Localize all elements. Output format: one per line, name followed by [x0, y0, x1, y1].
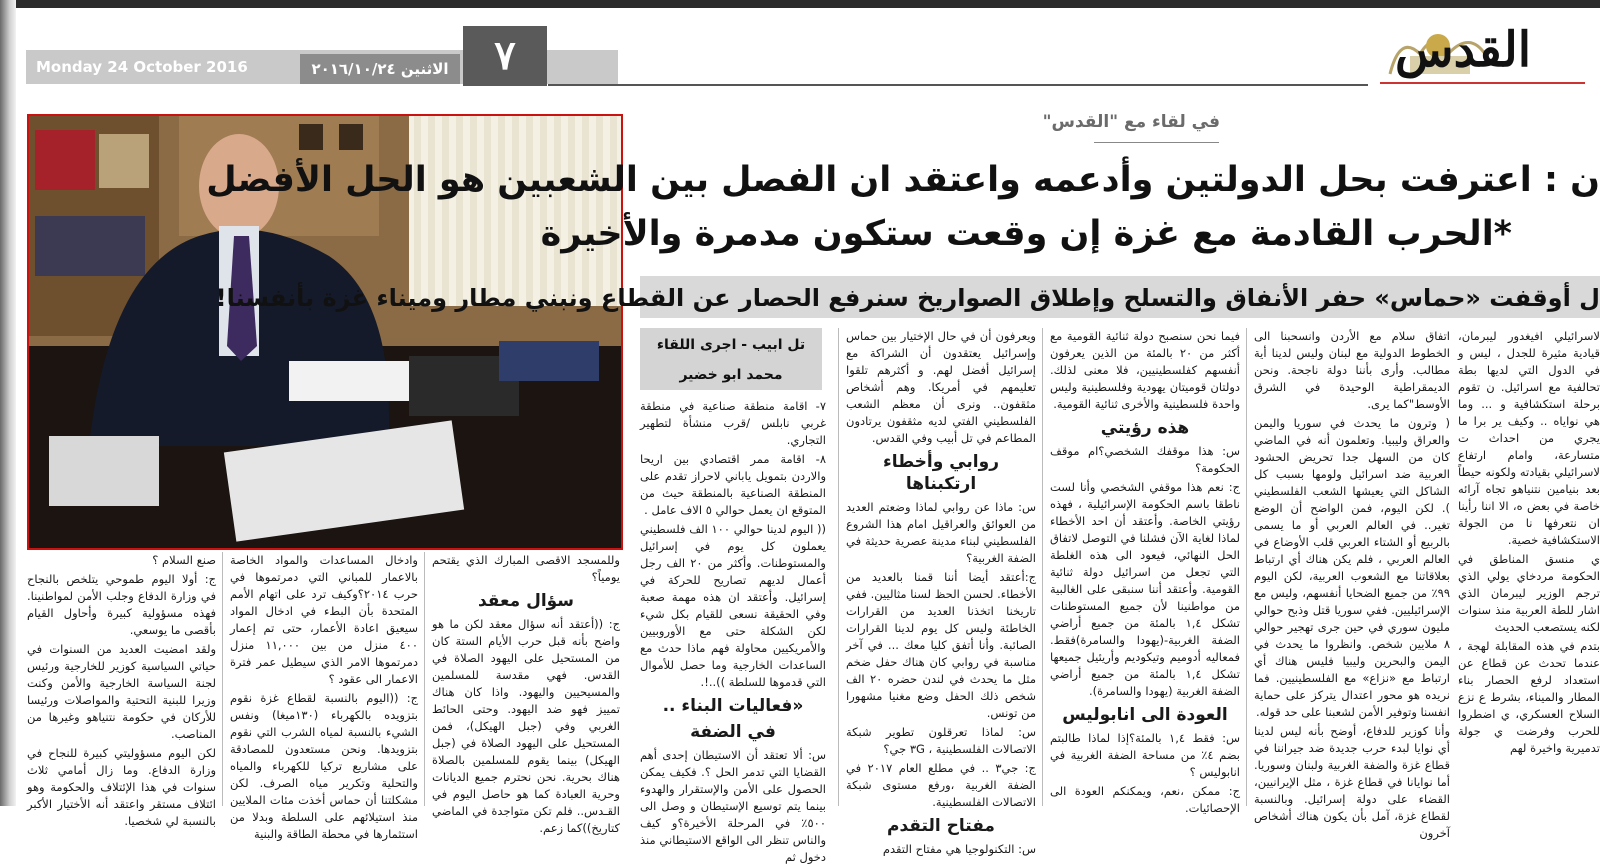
text-column-6 [432, 552, 620, 835]
paragraph: س: هذا موقفك الشخصي؟ام موقف الحكومة؟ [1050, 444, 1240, 475]
byline-box [640, 328, 822, 390]
paragraph: اتفاق سلام مع الأردن وانسحبنا الى الخطوط الدولية مع لبنان وليس لدينا أية مطالب. وأرى بأننا دولة ناجحة. ونحن الديمقراطية الوحيدة في الشرق الأوسط"كما يرى. [1254, 329, 1450, 411]
paragraph: س: ألا تعتقد أن الاستيطان إحدى أهم القضايا التي تدمر الحل ؟. فكيف يمكن الحصول على الأمن والإستقرار والهدوء بينما يتم توسيع الإستيطان و وصل الى ٥٠٠٪ في المرحلة الأخيرة؟و كيف والناس تنظر الى الواقع الاستيطاني منذ دخول ثم [640, 748, 826, 864]
byline-author: محمد ابو خضير [679, 367, 783, 383]
paragraph: ويعرفون أن في حال الإختيار بين حماس وإسرائيل يعتقدون أن الشراكة مع إسرائيل أفضل لهم. و أكثرهم تلقوا تعليمهم في أمريكا. وهم أشخاص مثقفون.. ونرى أن معظم الشعب الفلسطيني الفتي لديه مثقفون يرتادون المطاعم في تل أبيب وفي القدس. [846, 329, 1036, 445]
section-heading: هذه رؤيتي [1100, 418, 1190, 438]
section-heading: في الضفة [690, 722, 776, 742]
column-rule [838, 328, 839, 806]
section-heading: «فعاليات البناء .. [662, 696, 804, 716]
paragraph: لكن اليوم مسؤوليتي كبيرة للنجاح في وزارة الدفاع. وما زال أمامي ثلاث سنوات في هذا الإئتلاف والحكومة وهو ائتلاف مستقر واعتقد أنه الأختيار الأكبر بالنسبة لي شخصيا. [27, 746, 216, 828]
section-heading: مفتاح التقدم [887, 816, 995, 836]
paragraph: ج: ((اليوم بالنسبة لقطاع غزة نقوم بتزويده بالكهرباء (١٣٠ميغا) ونفس الشيء بالنسبة لمياه الشرب التي نقوم بتزويدها. ونحن مستعدون للمصادقة على مشاريع تركيا للكهرباء والمياه والتحلية وتكرير مياه الصرف. لكن مشكلتنا أن حماس أخذت مئات الملايين منذ استيلائهم على السلطة وبدلا من استثمارها في محطة الطاقة والبنية [230, 691, 418, 841]
paragraph: ج: ((أعتقد أنه سؤال معقد لكن ما هو واضح بأنه قبل حرب الأيام الستة كان من المستحيل على اليهود الصلاة في القدس. فهي مقدسة للمسلمين والمسيحيين واليهود. واذا كان هناك تمييز فهو ضد اليهود. وحتى الحائط الغربي وفي (جبل الهيكل)، فمن المستحيل على اليهود الصلاة في (جبل الهيكل) بينما يقوم للمسلمين بالصلاة هناك بحرية. نحن نحترم جميع الديانات وحرية العبادة كما هو حاصل اليوم في القـدس.. فلم تكن متواجدة في الماضي كتاريخ))كما زعم. [432, 617, 620, 835]
paragraph: وادخال المساعدات والمواد الخاصة بالاعمار للمباني التي دمرتموها في حرب ٢٠١٤؟وكيف ترد على اتهام الأمم المتحدة بأن البطء في ادخال المواد سيعيق اعادة الأعمار، حتى تم إعمار ٤٠٠ منزل من بين ١١,٠٠٠ منزل دمرتموها الامر الذي سيطيل عمر فترة الاعمار الى عقود ؟ [230, 553, 419, 686]
header-rule [548, 84, 1368, 86]
text-column-8 [27, 552, 216, 828]
section-heading: العودة الى انابوليس [1062, 705, 1228, 725]
date-english: Monday 24 October 2016 [36, 58, 248, 76]
paragraph: (( اليوم لدينا حوالي ١٠٠ الف فلسطيني يعملون كل يوم في إسرائيل والمستوطنات. وأكثر من ٢٠ الف رجل أعمال لديهم تصاريح للحركة في إسرائيل. وأعتقد ان هذه مهمة صعبة وفي الحقيقة نسعى للقيام بكل شيء لكن الشكلة حتى مع الأوروبيين والأمريكيين محاولة فهم ماذا حدث مع الساعدات الخارجية وما حصل للأموال التي قدموها للسلطة ))..!. [640, 522, 827, 689]
masthead-title: القدس [1395, 22, 1532, 78]
paragraph: ج: أولا اليوم طموحي يتلخص بالنجاح في وزارة الدفاع وجلب الأمن لمواطنينا. فهذه مسؤولية كبيرة وأحاول القيام بأقصى ما يوسعي. [27, 572, 216, 637]
page-edge-shadow [0, 0, 16, 806]
headline-main: ن : اعترفت بحل الدولتين وأدعمه واعتقد ان الفصل بين الشعبين هو الحل الأفضل [206, 160, 1600, 200]
text-column-1 [1458, 328, 1600, 806]
text-column-7 [230, 552, 419, 841]
paragraph: ولقد امضيت العديد من السنوات في حياتي السياسية كوزير للخارجية ورئيس لجنة السياسة الخارجية والأمن وكنت وزيرا للبنية التحتية والمواصلات ورئيسا للأركان في حكومة نتنياهو وغيرها من المناصب. [27, 642, 216, 741]
paragraph: صنع السلام ؟ [152, 553, 216, 567]
column-rule [1042, 328, 1043, 806]
paragraph: ج: نعم هذا موقفي الشخصي وأنا لست ناطقا باسم الحكومة الإسرائيلية ، فهذه رؤيتي الخاصة. وأعتقد أن احد الأخطاء لماذا لغاية الآن فشلنا في التوصل لاتفاق الحل النهائي، فيعود الى هذه الغلطة التي تجعل من اسرائيل دولة ثنائية القومية. وأعتقد أننا سنبقى على الغالبية من مواطنينا لأن جميع المستوطنات تشكل ١,٤ بالمئة من جميع أراضي الضفة الغربية-(يهودا والسامرة)فقط. فمعاليه أدوميم وتيكوديم وأريئيل جميعها تشكل ١,٤ بالمئة من جميع أراضي الضفة الغربية (يهودا والسامرة). [1050, 480, 1240, 698]
byline-location: تل ابيب - اجرى اللقاء [656, 337, 806, 353]
paragraph: ج:أعتقد أيضا أننا قمنا بالعديد من الأخطاء. لحسن الحظ لسنا مثاليين. ففي تاريخنا اتخذنا العديد من القرارات الخاطئة وليس كل يوم لدينا القرارات الصائبة. وأنا أتفق كليا معك ... في آخر مناسبة في روابي كان هناك حفل ضخم مثل ما يحدث في لندن حضره ٢٠ الف شخص ذلك الحفل وضع مغنيا مشهورا من تونس. [846, 570, 1036, 720]
page-number: ٧ [463, 26, 547, 86]
subhead: ل أوقفت «حماس» حفر الأنفاق والتسلح وإطلاق الصواريخ سنرفع الحصار عن القطاع ونبني مطار وميناء غزة بأنفسنا! [215, 284, 1600, 312]
paragraph: ج: جي٣ .. في مطلع العام ٢٠١٧ في الضفة الغربية ،ورفع مستوى شبكة الاتصالات الفلسطينية. [846, 761, 1036, 809]
paragraph: س: التكنولوجيا هي مفتاح التقدم [882, 842, 1036, 856]
text-column-5 [640, 398, 827, 864]
paragraph: ج: ممكن ،نعم، ويمكنكم العودة الى الإحصائيات. [1050, 784, 1240, 815]
column-rule [1246, 328, 1247, 806]
text-column-4 [846, 328, 1036, 856]
paragraph: س: لماذا تعرقلون تطوير شبكة الاتصالات الفلسطينية ، ٣G جي؟ [846, 725, 1036, 756]
paragraph: ٨- اقامة ممر اقتصادي بين اريحا والاردن بتمويل ياباني لاحراز تقدم على المنطقة الصناعية بالمنطقة حيث من المتوقع ان يعمل حوالي ٥ الاف عامل . [640, 452, 826, 517]
column-rule [222, 552, 223, 806]
paragraph: وأنا كوزير للدفاع، أوضح بأنه ليس لدينا أي نوايا لبدء حرب جديدة ضد جيراننا في قطاع غزة والضفة الغربية ولبنان وسوريا. أما نوايانا في قطاع غزة ، مثل الإيرانيين، القضاء على دولة إسرائيل. وبالنسبة لقطاع غزة، آمل بأن يكون هناك أشخاص آخرون [1254, 724, 1450, 840]
paragraph: س: ماذا عن روابي لماذا وضعتم العديد من العوائق والعراقيل امام هذا الشروع الفلسطيني لبناء مدينة عصرية حديثة في الضفة الغربية؟ [846, 500, 1036, 565]
paragraph: فيما نحن سنصبح دولة ثنائية القومية مع أكثر من ٢٠ بالمئة من الذين يعرفون أنفسهم كفلسطينيين، فلا معنى لذلك. دولتان قوميتان يهودية وفلسطينية وليس واحدة فلسطينية والأخرى ثنائية القومية. [1050, 329, 1240, 411]
date-arabic: الاثنين ٢٠١٦/١٠/٢٤ [300, 54, 460, 84]
paragraph: س: فقط ١,٤ بالمئة؟إذا لماذا طالبتم بضم ٤٪ من مساحة الضفة الغربية في انابوليس ؟ [1050, 731, 1241, 779]
paragraph: ( وترون ما يحدث في سوريا واليمن والعراق وليبيا. وتعلمون أنه في الماضي كان من السهل جدا تحريض الحشود العربية ضد اسرائيل ولومها بسبب كل الشاكل التي يعيشها الشعب الفلسطيني ). لكن اليوم، فمن الواضح أن الوضع تغير.. في العالم العربي أو ما يسمى بالربيع أو الشتاء العربي قلب الأوضاع في العالم العربي ، فلم يكن هناك أي ارتباط بعلاقاتنا مع الشعوب العربية، لكن اليوم ٩٩٪ من جميع الضحايا أنفسهم، وليس مع الإسرائيليين. ففي سوريا قتل وذبح حوالي مليون سوري في حين جرى تهجير حوالي ٨ ملايين شخص. وانظروا ما يحدث في اليمن والبحرين وليبيا فليس هناك أي ارتباط مع «نزاع» مع الفلسطينيين. فما نريده هو محور اعتدال يتركز على حماية انفسنا وتوفير الأمن لشعبنا على حد قوله. [1254, 416, 1450, 719]
kicker-underline [1094, 142, 1219, 143]
headline-secondary: *الحرب القادمة مع غزة إن وقعت ستكون مدمرة والأخيرة [540, 214, 1512, 254]
column-rule [424, 552, 425, 806]
paragraph: ي منسق المناطق في الحكومة مردخاي يولي الذي ترجم الوزير ليبرمان الذي اشار للطة العربية منذ سنوات لكنه يستصعب الحديث [1458, 552, 1600, 634]
section-heading: سؤال معقد [477, 591, 575, 611]
text-column-3 [1050, 328, 1241, 815]
paragraph: ٧- اقامة منطقة صناعية في منطقة غربي نابلس /قرب منشأة لتطهير التجاري. [640, 399, 826, 447]
text-column-2 [1254, 328, 1450, 840]
paragraph: لاسرائيلي افيغدور ليبرمان، قيادية مثيرة للجدل ، ليس و في الدول التي لديها بطة تحالفية مع اسرائيل. ن تقوم برحلة استكشافية و ... وما هي نواياه .. وكيف ير برا ما يجري من احداث ت متسارعة، وامام ارتفاع لاسرائيلي بقيادته ولكونه حيطاً بعد بنيامين نتنياهو تجاه آرائه خاصة في بعض ه، الا اننا رأينا ان نتعرفها نا من الجولة الاستكشافية خصية. [1458, 329, 1600, 547]
article-kicker: في لقاء مع "القدس" [1042, 112, 1220, 132]
section-heading: روابي وأخطاء ارتكبناها [883, 452, 999, 494]
paragraph: وللمسجد الاقصى المبارك الذي يقتحم يومياً؟ [432, 553, 620, 584]
top-strip [0, 0, 1600, 8]
paragraph: بتدم في هذه المقابلة لهجة ، عندما تحدث عن قطاع عن استعداد لرفع الحصار بناء المطار والميناء، بشرط ع نزع السلاح العسكري، ي اضطروا للحرب وفرضت ي جولة تدميرية واخيرة لهم [1458, 639, 1600, 755]
